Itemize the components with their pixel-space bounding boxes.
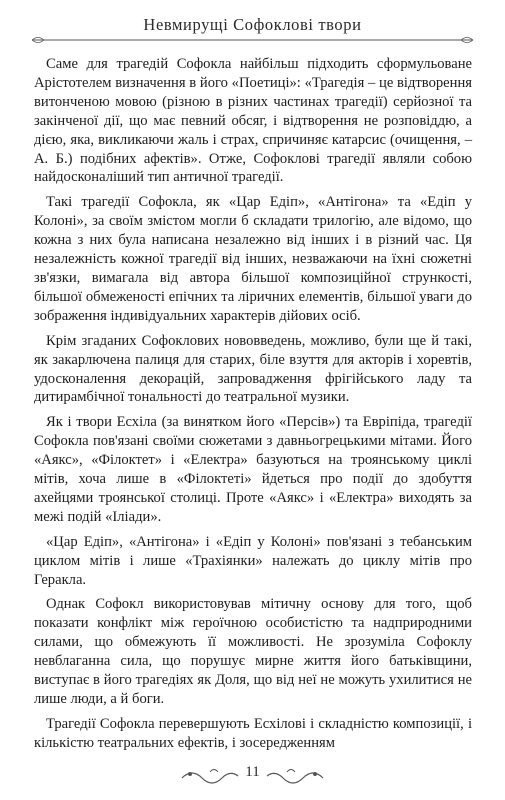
paragraph: Трагедії Софокла перевершують Есхілові і складністю композиції, і кількістю театральних ефектів, і зосередженням: [34, 715, 472, 751]
running-header: [0, 0, 505, 44]
page-number: 11: [245, 764, 260, 780]
paragraph: «Цар Едіп», «Антігона» і «Едіп у Колоні» пов'язані з тебанським циклом мітів і лише «Трахіянки» належать до циклу мітів про Геракла.: [34, 533, 472, 588]
paragraph: Саме для трагедій Софокла найбільш підходить сформульоване Арістотелем визначення в його «Поетиці»: «Трагедія – це відтворення витонченою мовою (різною в різних частинах трагедії) серйозної та закінченої дії, що має певний обсяг, і відтворення не розповіддю, а дією, яка, викликаючи жаль і страх, спричиняє катарсис (очищення, – А. Б.) подібних афектів». Отже, Софоклові трагедії являли собою найдосконаліший тип античної трагедії.: [34, 56, 472, 186]
page-footer: [0, 758, 505, 788]
header-ornament-line: [28, 35, 477, 45]
body-text: [34, 55, 472, 753]
paragraph: Однак Софокл використовував мітичну основу для того, щоб показати конфлікт між героїчною особистістю та надприродними силами, що обмежують її можливості. Не зрозуміла Софоклу невблаганна сила, що порушує мирне життя його батьківщини, виступає в його трагедіях як Доля, що від неї не можуть ухилитися не лише люди, а й боги.: [34, 596, 472, 707]
running-title: Невмирущі Софоклові твори: [143, 15, 362, 34]
paragraph: Крім згаданих Софоклових нововведень, можливо, були ще й такі, як закарлючена палиця для старих, біле взуття для акторів і хоревтів, удосконалення декорацій, запровадження фрігійського ладу та дитирамбічної тональності до театральної музики.: [34, 332, 472, 406]
paragraph: Як і твори Есхіла (за винятком його «Персів») та Евріпіда, трагедії Софокла пов'язані своїми сюжетами з давньогрецькими мітами. Його «Аякс», «Філоктет» і «Електра» базуються на троянському циклі мітів, хоча лише в «Філоктеті» йдеться про події до здобуття ахейцями троянської столиці. Проте «Аякс» і «Електра» виходять за межі подій «Іліади».: [34, 414, 472, 525]
paragraph: Такі трагедії Софокла, як «Цар Едіп», «Антігона» та «Едіп у Колоні», за своїм змістом могли б складати трилогію, але відомо, що кожна з них була написана незалежно від інших і в різний час. Ця незалежність кожної трагедії від інших, незважаючи на їхні сюжетні зв'язки, вимагала від автора більшої композиційної стрункості, більшої обмеженості епічних та ліричних елементів, більшої уваги до зображення індивідуальних характерів дійових осіб.: [34, 194, 472, 324]
footer-ornament-right: [263, 764, 325, 784]
